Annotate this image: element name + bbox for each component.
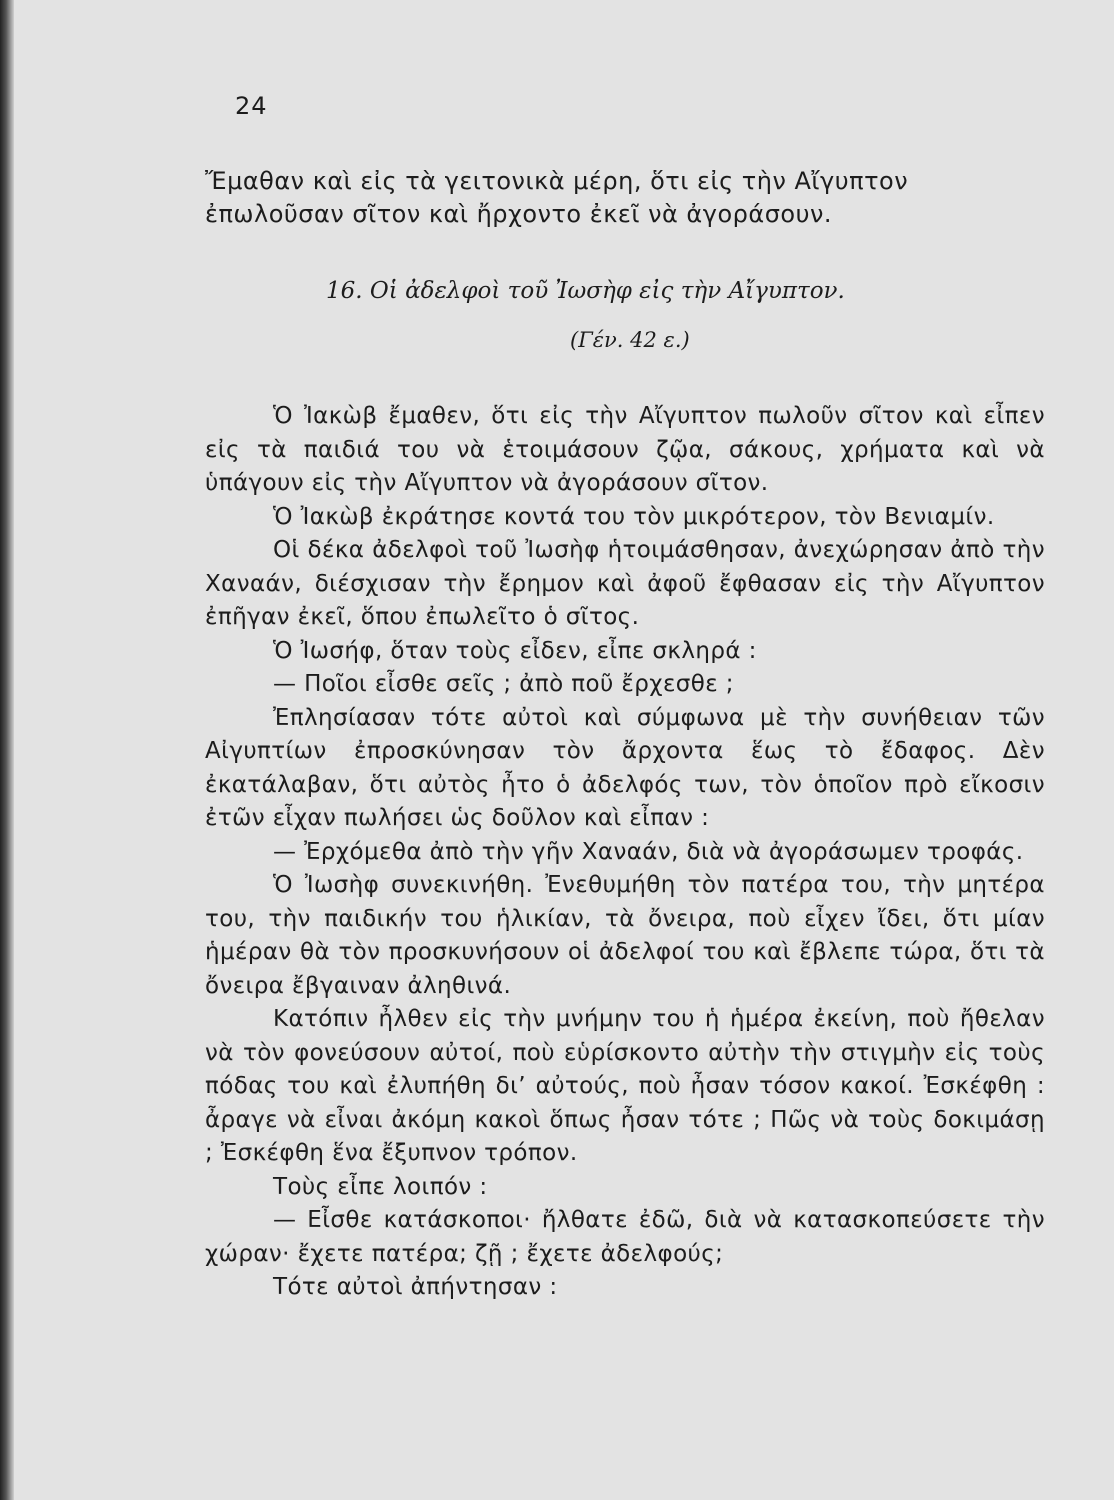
page-binding-shadow bbox=[0, 0, 14, 1500]
dialogue-line: — Ἐρχόμεθα ἀπὸ τὴν γῆν Χαναάν, διὰ νὰ ἀγοράσωμεν τροφάς. bbox=[273, 838, 1024, 865]
paragraph: Τοὺς εἶπε λοιπόν : bbox=[273, 1173, 488, 1200]
paragraph: Ὁ Ἰακὼβ ἐκράτησε κοντά του τὸν μικρότερον, τὸν Βενιαμίν. bbox=[273, 503, 995, 530]
paragraph: Κατόπιν ἦλθεν εἰς τὴν μνήμην του ἡ ἡμέρα ἐκείνη, ποὺ ἤθελαν νὰ τὸν φονεύσουν αὐτοί, ποὺ εὑρίσκοντο αὐτὴν τὴν στιγμὴν εἰς τοὺς πόδας του καὶ ἐλυπήθη δι’ αὐτούς, ποὺ ἦσαν τόσον κακοί. Ἐσκέφθη : ἆραγε νὰ εἶναι ἀκόμη κακοὶ ὅπως ἦσαν τότε ; Πῶς νὰ τοὺς δοκιμάσῃ ; Ἐσκέφθη ἕνα ἔξυπνον τρόπον. bbox=[205, 1006, 1045, 1166]
paragraph: Οἱ δέκα ἀδελφοὶ τοῦ Ἰωσὴφ ἡτοιμάσθησαν, ἀνεχώρησαν ἀπὸ τὴν Χαναάν, διέσχισαν τὴν ἔρημον καὶ ἀφοῦ ἔφθασαν εἰς τὴν Αἴγυπτον ἐπῆγαν ἐκεῖ, ὅπου ἐπωλεῖτο ὁ σῖτος. bbox=[205, 537, 1045, 630]
dialogue-line: — Εἶσθε κατάσκοποι· ἤλθατε ἐδῶ, διὰ νὰ κατασκοπεύσετε τὴν χώραν· ἔχετε πατέρα; ζῇ ; ἔχετε ἀδελφούς; bbox=[205, 1207, 1045, 1267]
paragraph: Ὁ Ἰωσὴφ συνεκινήθη. Ἐνεθυμήθη τὸν πατέρα του, τὴν μητέρα του, τὴν παιδικήν του ἡλικίαν, τὰ ὄνειρα, ποὺ εἶχεν ἴδει, ὅτι μίαν ἡμέραν θὰ τὸν προσκυνήσουν οἱ ἀδελφοί του καὶ ἔβλεπε τώρα, ὅτι τὰ ὄνειρα ἔβγαιναν ἀληθινά. bbox=[205, 872, 1045, 999]
page-number: 24 bbox=[235, 92, 268, 120]
chapter-reference: (Γέν. 42 ε.) bbox=[570, 328, 690, 352]
paragraph: Ὁ Ἰωσήφ, ὅταν τοὺς εἶδεν, εἶπε σκληρά : bbox=[273, 637, 757, 664]
paragraph: Ἐπλησίασαν τότε αὐτοὶ καὶ σύμφωνα μὲ τὴν συνήθειαν τῶν Αἰγυπτίων ἐπροσκύνησαν τὸν ἄρχοντα ἕως τὸ ἔδαφος. Δὲν ἐκατάλαβαν, ὅτι αὐτὸς ἦτο ὁ ἀδελφός των, τὸν ὁποῖον πρὸ εἴκοσιν ἐτῶν εἶχαν πωλήσει ὡς δοῦλον καὶ εἶπαν : bbox=[205, 704, 1045, 831]
chapter-title: 16. Οἱ ἀδελφοὶ τοῦ Ἰωσὴφ εἰς τὴν Αἴγυπτον. bbox=[326, 278, 845, 304]
chapter-body bbox=[205, 400, 1045, 1305]
paragraph: Τότε αὐτοὶ ἀπήντησαν : bbox=[273, 1274, 558, 1300]
intro-paragraph: Ἔμαθαν καὶ εἰς τὰ γειτονικὰ μέρη, ὅτι εἰς τὴν Αἴγυπτον ἐπωλοῦσαν σῖτον καὶ ἤρχοντο ἐκεῖ νὰ ἀγοράσουν. bbox=[205, 167, 909, 228]
intro-text bbox=[205, 165, 1045, 231]
dialogue-line: — Ποῖοι εἶσθε σεῖς ; ἀπὸ ποῦ ἔρχεσθε ; bbox=[273, 671, 734, 697]
paragraph: Ὁ Ἰακὼβ ἔμαθεν, ὅτι εἰς τὴν Αἴγυπτον πωλοῦν σῖτον καὶ εἶπεν εἰς τὰ παιδιά του νὰ ἑτοιμάσουν ζῷα, σάκους, χρήματα καὶ νὰ ὑπάγουν εἰς τὴν Αἴγυπτον νὰ ἀγοράσουν σῖτον. bbox=[205, 403, 1045, 496]
